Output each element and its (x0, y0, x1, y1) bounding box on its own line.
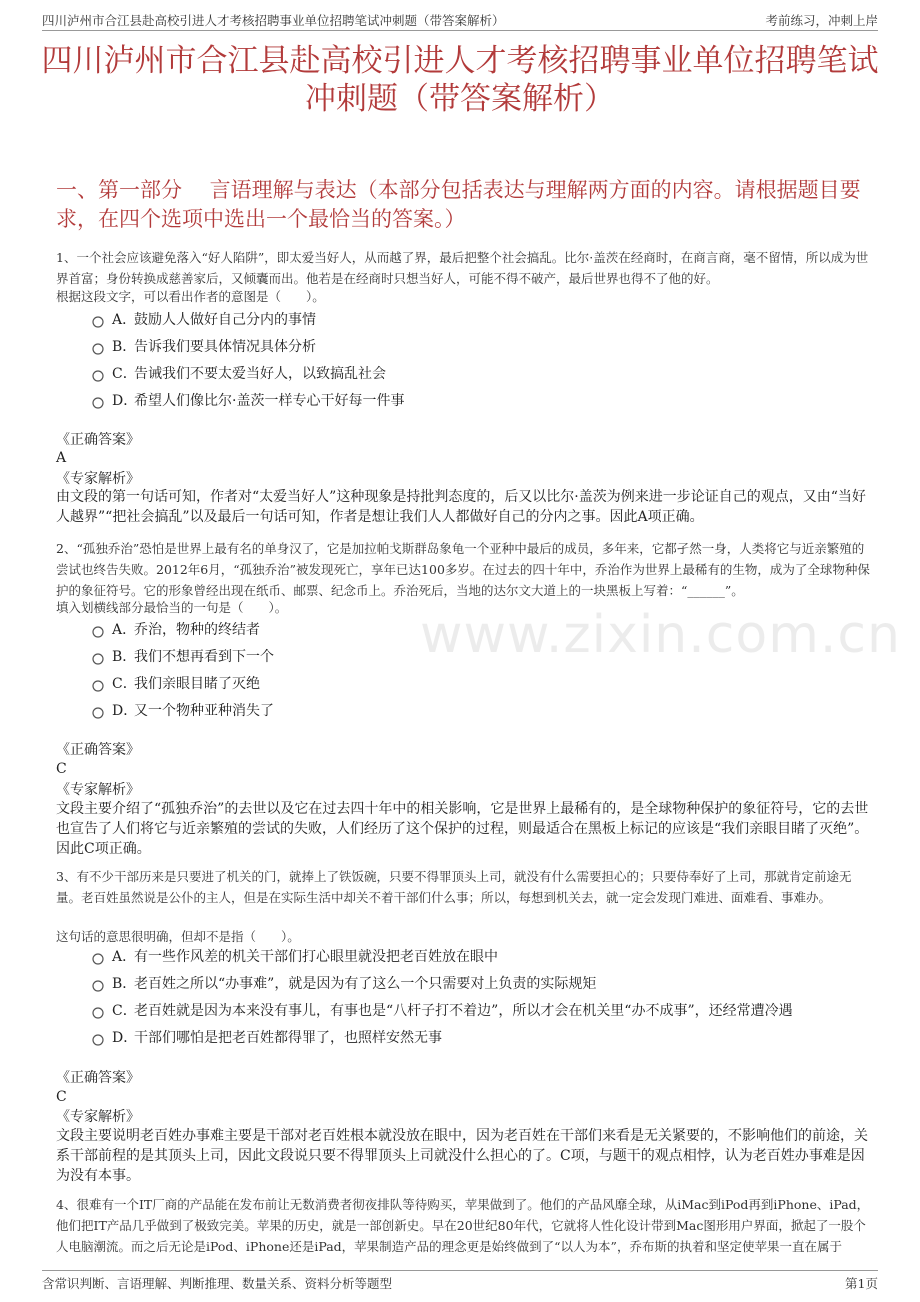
question-1-option-b[interactable] (92, 335, 316, 357)
question-3-prompt: 这句话的意思很明确，但却不是指（ ）。 (56, 929, 300, 944)
question-4-stem: 4、很难有一个IT厂商的产品能在发布前让无数消费者彻夜排队等待购买，苹果做到了。他们的产品风靡全球，从iMac到iPod再到iPhone、iPad，他们把IT产品几乎做到了极致完美。苹果的历史，就是一部创新史。早在20世纪80年代，它就将人性化设计带到Mac图形用户界面，掀起了一股个人电脑潮流。而之后无论是iPod、iPhone还是iPad，苹果制造产品的理念更是始终做到了“以人为本”，乔布斯的执着和坚定使苹果一直在属于 (56, 1197, 870, 1254)
question-2-stem: 2、“孤独乔治”恐怕是世界上最有名的单身汉了，它是加拉帕戈斯群岛象龟一个亚种中最后的成员，多年来，它都孑然一身，人类将它与近亲繁殖的尝试也终告失败。2012年6月，“孤独乔治”被发现死亡，享年已达100多岁。在过去的四十年中，乔治作为世界上最稀有的生物，成为了全球物种保护的象征符号。它的形象曾经出现在纸币、邮票、纪念币上。乔治死后，当地的达尔文大道上的一块黑板上写着：“______”。 (56, 541, 870, 598)
analysis-label: 《专家解析》 (56, 782, 140, 798)
footer-description: 含常识判断、言语理解、判断推理、数量关系、资料分析等题型 (42, 1276, 393, 1291)
question-3-option-d[interactable] (92, 1026, 442, 1048)
question-1-option-a[interactable] (92, 308, 316, 330)
page-footer (42, 1270, 878, 1293)
header-slogan: 考前练习，冲刺上岸 (765, 13, 878, 28)
option-letter: B． (112, 649, 137, 665)
question-2-prompt: 填入划横线部分最恰当的一句是（ ）。 (56, 600, 288, 615)
question-2-answer: C (56, 761, 67, 777)
question-1-analysis: 由文段的第一句话可知，作者对“太爱当好人”这种现象是持批判态度的，后又以比尔·盖茨为例来进一步论证自己的观点，又由“当好人越界”“把社会搞乱”以及最后一句话可知，作者是想让我们人人都做好自己的分内之事。因此A项正确。 (56, 489, 866, 525)
radio-icon[interactable] (92, 707, 104, 719)
question-2-option-a[interactable] (92, 618, 260, 640)
option-text: 鼓励人人做好自己分内的事情 (134, 312, 316, 328)
section-title: 一、第一部分 言语理解与表达（本部分包括表达与理解两方面的内容。请根据题目要求，在四个选项中选出一个最恰当的答案。） (56, 178, 861, 231)
option-text: 老百姓就是因为本来没有事儿，有事也是“八杆子打不着边”，所以才会在机关里“办不成事”，还经常遭冷遇 (134, 1003, 793, 1019)
question-3-option-c[interactable] (92, 999, 793, 1021)
option-text: 又一个物种亚种消失了 (134, 703, 274, 719)
option-letter: A． (112, 622, 137, 638)
option-text: 告诫我们不要太爱当好人，以致搞乱社会 (134, 366, 386, 382)
option-letter: C． (112, 1003, 137, 1019)
document-title: 四川泸州市合江县赴高校引进人才考核招聘事业单位招聘笔试冲刺题（带答案解析） (41, 43, 879, 117)
radio-icon[interactable] (92, 680, 104, 692)
question-2-analysis: 文段主要介绍了“孤独乔治”的去世以及它在过去四十年中的相关影响，它是世界上最稀有的，是全球物种保护的象征符号，它的去世也宣告了人们将它与近亲繁殖的尝试的失败，人们经历了这个保护的过程，则最适合在黑板上标记的应该是“我们亲眼目睹了灭绝”。因此C项正确。 (56, 801, 869, 857)
radio-icon[interactable] (92, 953, 104, 965)
option-letter: D． (112, 1030, 138, 1046)
watermark: www.zixin.com.cn (420, 605, 901, 665)
option-text: 乔治，物种的终结者 (134, 622, 260, 638)
option-letter: B． (112, 976, 137, 992)
radio-icon[interactable] (92, 1007, 104, 1019)
option-letter: A． (112, 312, 137, 328)
question-1-answer: A (56, 450, 67, 466)
question-3-answer: C (56, 1089, 67, 1105)
option-letter: B． (112, 339, 137, 355)
analysis-label: 《专家解析》 (56, 471, 140, 487)
radio-icon[interactable] (92, 370, 104, 382)
radio-icon[interactable] (92, 316, 104, 328)
option-letter: D． (112, 703, 138, 719)
question-1-prompt: 根据这段文字，可以看出作者的意图是（ ）。 (56, 289, 325, 304)
option-text: 老百姓之所以“办事难”，就是因为有了这么一个只需要对上负责的实际规矩 (134, 976, 597, 992)
page-header (42, 8, 878, 31)
radio-icon[interactable] (92, 626, 104, 638)
option-letter: C． (112, 676, 137, 692)
option-letter: A． (112, 949, 137, 965)
option-letter: C． (112, 366, 137, 382)
question-1-option-c[interactable] (92, 362, 386, 384)
answer-label: 《正确答案》 (56, 1070, 140, 1086)
option-letter: D． (112, 393, 138, 409)
header-doc-title: 四川泸州市合江县赴高校引进人才考核招聘事业单位招聘笔试冲刺题（带答案解析） (42, 13, 505, 28)
question-1-stem: 1、一个社会应该避免落入“好人陷阱”，即太爱当好人，从而越了界，最后把整个社会搞乱。比尔·盖茨在经商时，在商言商，毫不留情，所以成为世界首富；身份转换成慈善家后，又倾囊而出。他若是在经商时只想当好人，可能不得不破产，最后世界也得不了他的好。 (56, 250, 869, 286)
radio-icon[interactable] (92, 397, 104, 409)
question-3-analysis: 文段主要说明老百姓办事难主要是干部对老百姓根本就没放在眼中，因为老百姓在干部们来看是无关紧要的，不影响他们的前途，关系干部前程的是其顶头上司，因此文段说只要不得罪顶头上司就没什么担心的了。C项，与题干的观点相悖，认为老百姓办事难是因为没有本事。 (56, 1128, 868, 1184)
radio-icon[interactable] (92, 653, 104, 665)
question-3-option-a[interactable] (92, 945, 498, 967)
question-2-option-c[interactable] (92, 672, 260, 694)
page-number: 第1页 (845, 1276, 878, 1291)
option-text: 希望人们像比尔·盖茨一样专心干好每一件事 (134, 393, 405, 409)
option-text: 有一些作风差的机关干部们打心眼里就没把老百姓放在眼中 (134, 949, 498, 965)
answer-label: 《正确答案》 (56, 432, 140, 448)
question-3-option-b[interactable] (92, 972, 596, 994)
question-3-stem: 3、有不少干部历来是只要进了机关的门，就捧上了铁饭碗，只要不得罪顶头上司，就没有什么需要担心的；只要侍奉好了上司，那就肯定前途无量。老百姓虽然说是公仆的主人，但是在实际生活中却关不着干部们什么事；所以，每想到机关去，就一定会发现门难进、面难看、事难办。 (56, 869, 852, 905)
option-text: 我们不想再看到下一个 (134, 649, 274, 665)
option-text: 干部们哪怕是把老百姓都得罪了，也照样安然无事 (134, 1030, 442, 1046)
option-text: 我们亲眼目睹了灭绝 (134, 676, 260, 692)
radio-icon[interactable] (92, 980, 104, 992)
question-2-option-b[interactable] (92, 645, 274, 667)
question-1-option-d[interactable] (92, 389, 404, 411)
radio-icon[interactable] (92, 343, 104, 355)
option-text: 告诉我们要具体情况具体分析 (134, 339, 316, 355)
radio-icon[interactable] (92, 1034, 104, 1046)
question-2-option-d[interactable] (92, 699, 274, 721)
answer-label: 《正确答案》 (56, 742, 140, 758)
analysis-label: 《专家解析》 (56, 1109, 140, 1125)
